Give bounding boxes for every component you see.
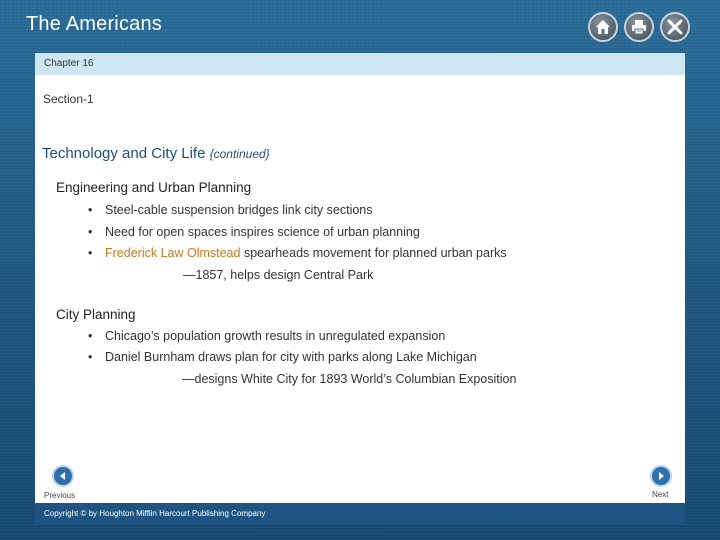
bullet-dot: • xyxy=(88,225,93,239)
bullet-item xyxy=(88,225,420,239)
bullet-text: Chicago’s population growth results in unregulated expansion xyxy=(105,329,446,343)
close-icon xyxy=(667,19,683,35)
bullet-dot: • xyxy=(88,350,93,364)
app-title: The Americans xyxy=(26,13,162,35)
slide-title-suffix: {continued} xyxy=(209,147,270,161)
bullet-item xyxy=(88,329,445,343)
bullet-dot: • xyxy=(88,246,93,260)
print-icon xyxy=(631,19,647,35)
home-icon xyxy=(595,19,611,35)
content-panel xyxy=(35,75,685,503)
slide-title xyxy=(42,145,270,162)
heading-city-planning: City Planning xyxy=(56,307,136,322)
bullet-item xyxy=(88,246,507,260)
bullet-text: Daniel Burnham draws plan for city with parks along Lake Michigan xyxy=(105,350,477,364)
bullet-dot: • xyxy=(88,203,93,217)
chapter-bar: Chapter 16 xyxy=(35,53,685,75)
arrow-left-icon xyxy=(58,471,68,481)
highlight-name: Frederick Law Olmstead xyxy=(105,246,241,260)
bullet-subline: —1857, helps design Central Park xyxy=(183,268,374,282)
bullet-text: spearheads movement for planned urban parks xyxy=(240,246,507,260)
print-button[interactable] xyxy=(624,12,654,42)
bullet-item xyxy=(88,203,373,217)
next-label[interactable]: Next xyxy=(652,490,669,499)
section-label: Section-1 xyxy=(43,92,94,106)
bullet-text: Need for open spaces inspires science of urban planning xyxy=(105,225,420,239)
top-toolbar xyxy=(588,12,690,42)
previous-label[interactable]: Previous xyxy=(44,491,76,500)
footer-bar: Copyright © by Houghton Mifflin Harcourt Publishing Company xyxy=(35,503,685,525)
bullet-subline: —designs White City for 1893 World’s Columbian Exposition xyxy=(182,372,517,386)
bullet-dot: • xyxy=(88,329,93,343)
bullet-text: Steel-cable suspension bridges link city sections xyxy=(105,203,373,217)
bullet-item xyxy=(88,350,477,364)
slide-title-text: Technology and City Life xyxy=(42,145,206,162)
previous-button[interactable] xyxy=(52,465,74,487)
home-button[interactable] xyxy=(588,12,618,42)
heading-engineering: Engineering and Urban Planning xyxy=(56,180,252,195)
next-button[interactable] xyxy=(650,465,672,487)
close-button[interactable] xyxy=(660,12,690,42)
arrow-right-icon xyxy=(656,471,666,481)
